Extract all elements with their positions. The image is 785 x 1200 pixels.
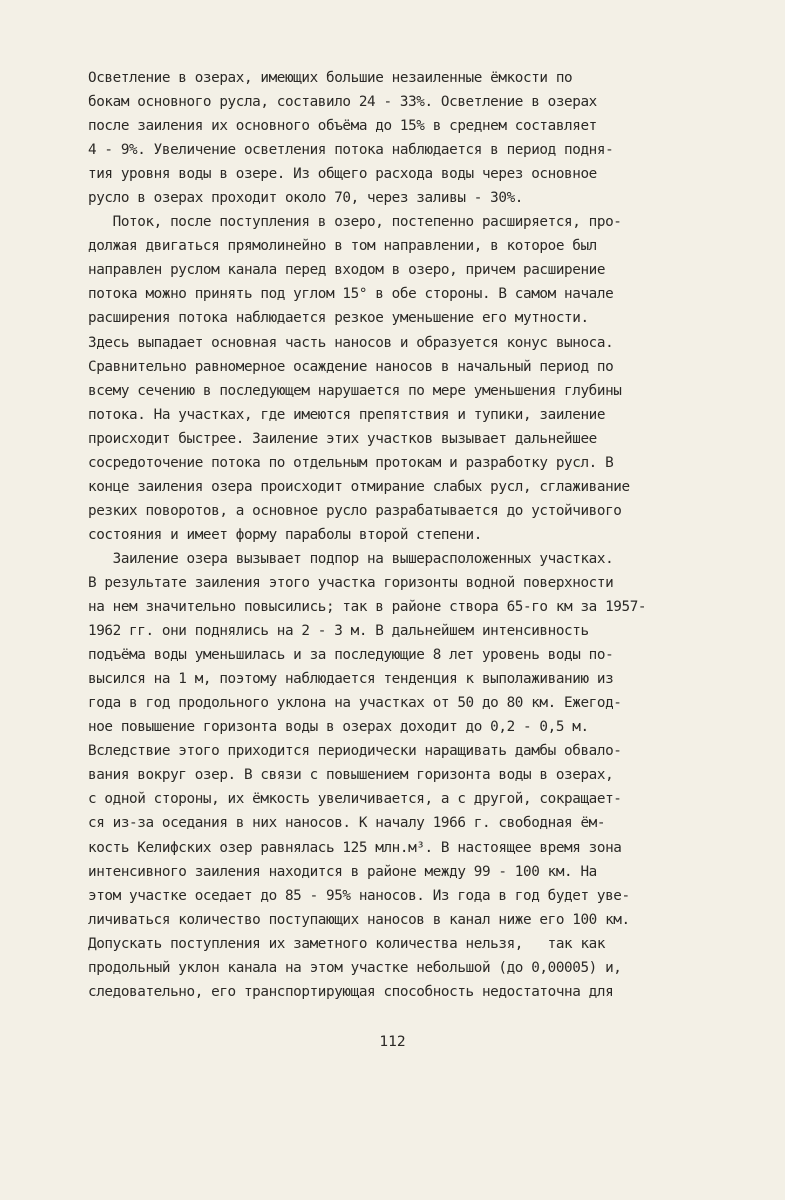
text-line: этом участке оседает до 85 - 95% наносов. Из года в год будет уве- bbox=[88, 887, 630, 904]
text-line: Вследствие этого приходится периодически наращивать дамбы обвало- bbox=[88, 743, 622, 760]
text-line: интенсивного заиления находится в районе между 99 - 100 км. На bbox=[88, 863, 597, 880]
text-line: всему сечению в последующем нарушается по мере уменьшения глубины bbox=[88, 382, 622, 399]
text-line: В результате заиления этого участка горизонты водной поверхности bbox=[88, 574, 614, 591]
text-line: 1962 гг. они поднялись на 2 - 3 м. В дальнейшем интенсивность bbox=[88, 623, 589, 640]
text-line: года в год продольного уклона на участках от 50 до 80 км. Ежегод- bbox=[88, 695, 622, 712]
text-line: на нем значительно повысились; так в районе створа 65-го км за 1957- bbox=[88, 599, 647, 616]
text-line: Осветление в озерах, имеющих большие незаиленные ёмкости по bbox=[88, 70, 573, 86]
text-line: 4 - 9%. Увеличение осветления потока наблюдается в период подня- bbox=[88, 142, 614, 159]
text-line: Заиление озера вызывает подпор на вышерасположенных участках. bbox=[88, 550, 614, 567]
text-line: высился на 1 м, поэтому наблюдается тенденция к выполаживанию из bbox=[88, 671, 614, 688]
text-line: подъёма воды уменьшилась и за последующие 8 лет уровень воды по- bbox=[88, 647, 614, 664]
text-line: Поток, после поступления в озеро, постепенно расширяется, про- bbox=[88, 214, 622, 231]
text-line: расширения потока наблюдается резкое уменьшение его мутности. bbox=[88, 310, 589, 327]
text-line: состояния и имеет форму параболы второй степени. bbox=[88, 526, 482, 543]
text-line: должая двигаться прямолинейно в том направлении, в которое был bbox=[88, 238, 597, 255]
text-line: продольный уклон канала на этом участке небольшой (до 0,00005) и, bbox=[88, 959, 622, 976]
text-line: конце заиления озера происходит отмирание слабых русл, сглаживание bbox=[88, 478, 630, 495]
text-line: ся из-за оседания в них наносов. К началу 1966 г. свободная ём- bbox=[88, 815, 606, 832]
text-line: личиваться количество поступающих наносов в канал ниже его 100 км. bbox=[88, 911, 630, 928]
text-line: вания вокруг озер. В связи с повышением горизонта воды в озерах, bbox=[88, 767, 614, 784]
text-line: Сравнительно равномерное осаждение наносов в начальный период по bbox=[88, 358, 614, 375]
text-line: следовательно, его транспортирующая способность недостаточна для bbox=[88, 983, 614, 1000]
text-line: направлен руслом канала перед входом в озеро, причем расширение bbox=[88, 262, 606, 279]
text-line: после заиления их основного объёма до 15% в среднем составляет bbox=[88, 118, 597, 135]
text-line: тия уровня воды в озере. Из общего расхода воды через основное bbox=[88, 166, 597, 183]
text-line: потока можно принять под углом 15° в обе стороны. В самом начале bbox=[88, 286, 614, 303]
text-line: происходит быстрее. Заиление этих участков вызывает дальнейшее bbox=[88, 430, 597, 447]
text-line: ное повышение горизонта воды в озерах доходит до 0,2 - 0,5 м. bbox=[88, 719, 589, 736]
text-line: Допускать поступления их заметного количества нельзя, так как bbox=[88, 935, 606, 952]
text-line: с одной стороны, их ёмкость увеличивается, а с другой, сокращает- bbox=[88, 791, 622, 808]
page-number: 112 bbox=[379, 1034, 406, 1050]
text-line: потока. На участках, где имеются препятствия и тупики, заиление bbox=[88, 406, 606, 423]
text-line: русло в озерах проходит около 70, через заливы - 30%. bbox=[88, 190, 523, 207]
body-text bbox=[88, 66, 752, 1004]
text-line: кость Келифских озер равнялась 125 млн.м³. В настоящее время зона bbox=[88, 839, 622, 856]
text-line: бокам основного русла, составило 24 - 33%. Осветление в озерах bbox=[88, 94, 597, 111]
text-line: резких поворотов, а основное русло разрабатывается до устойчивого bbox=[88, 502, 622, 519]
text-line: сосредоточение потока по отдельным протокам и разработку русл. В bbox=[88, 454, 614, 471]
text-line: Здесь выпадает основная часть наносов и образуется конус выноса. bbox=[88, 334, 614, 351]
